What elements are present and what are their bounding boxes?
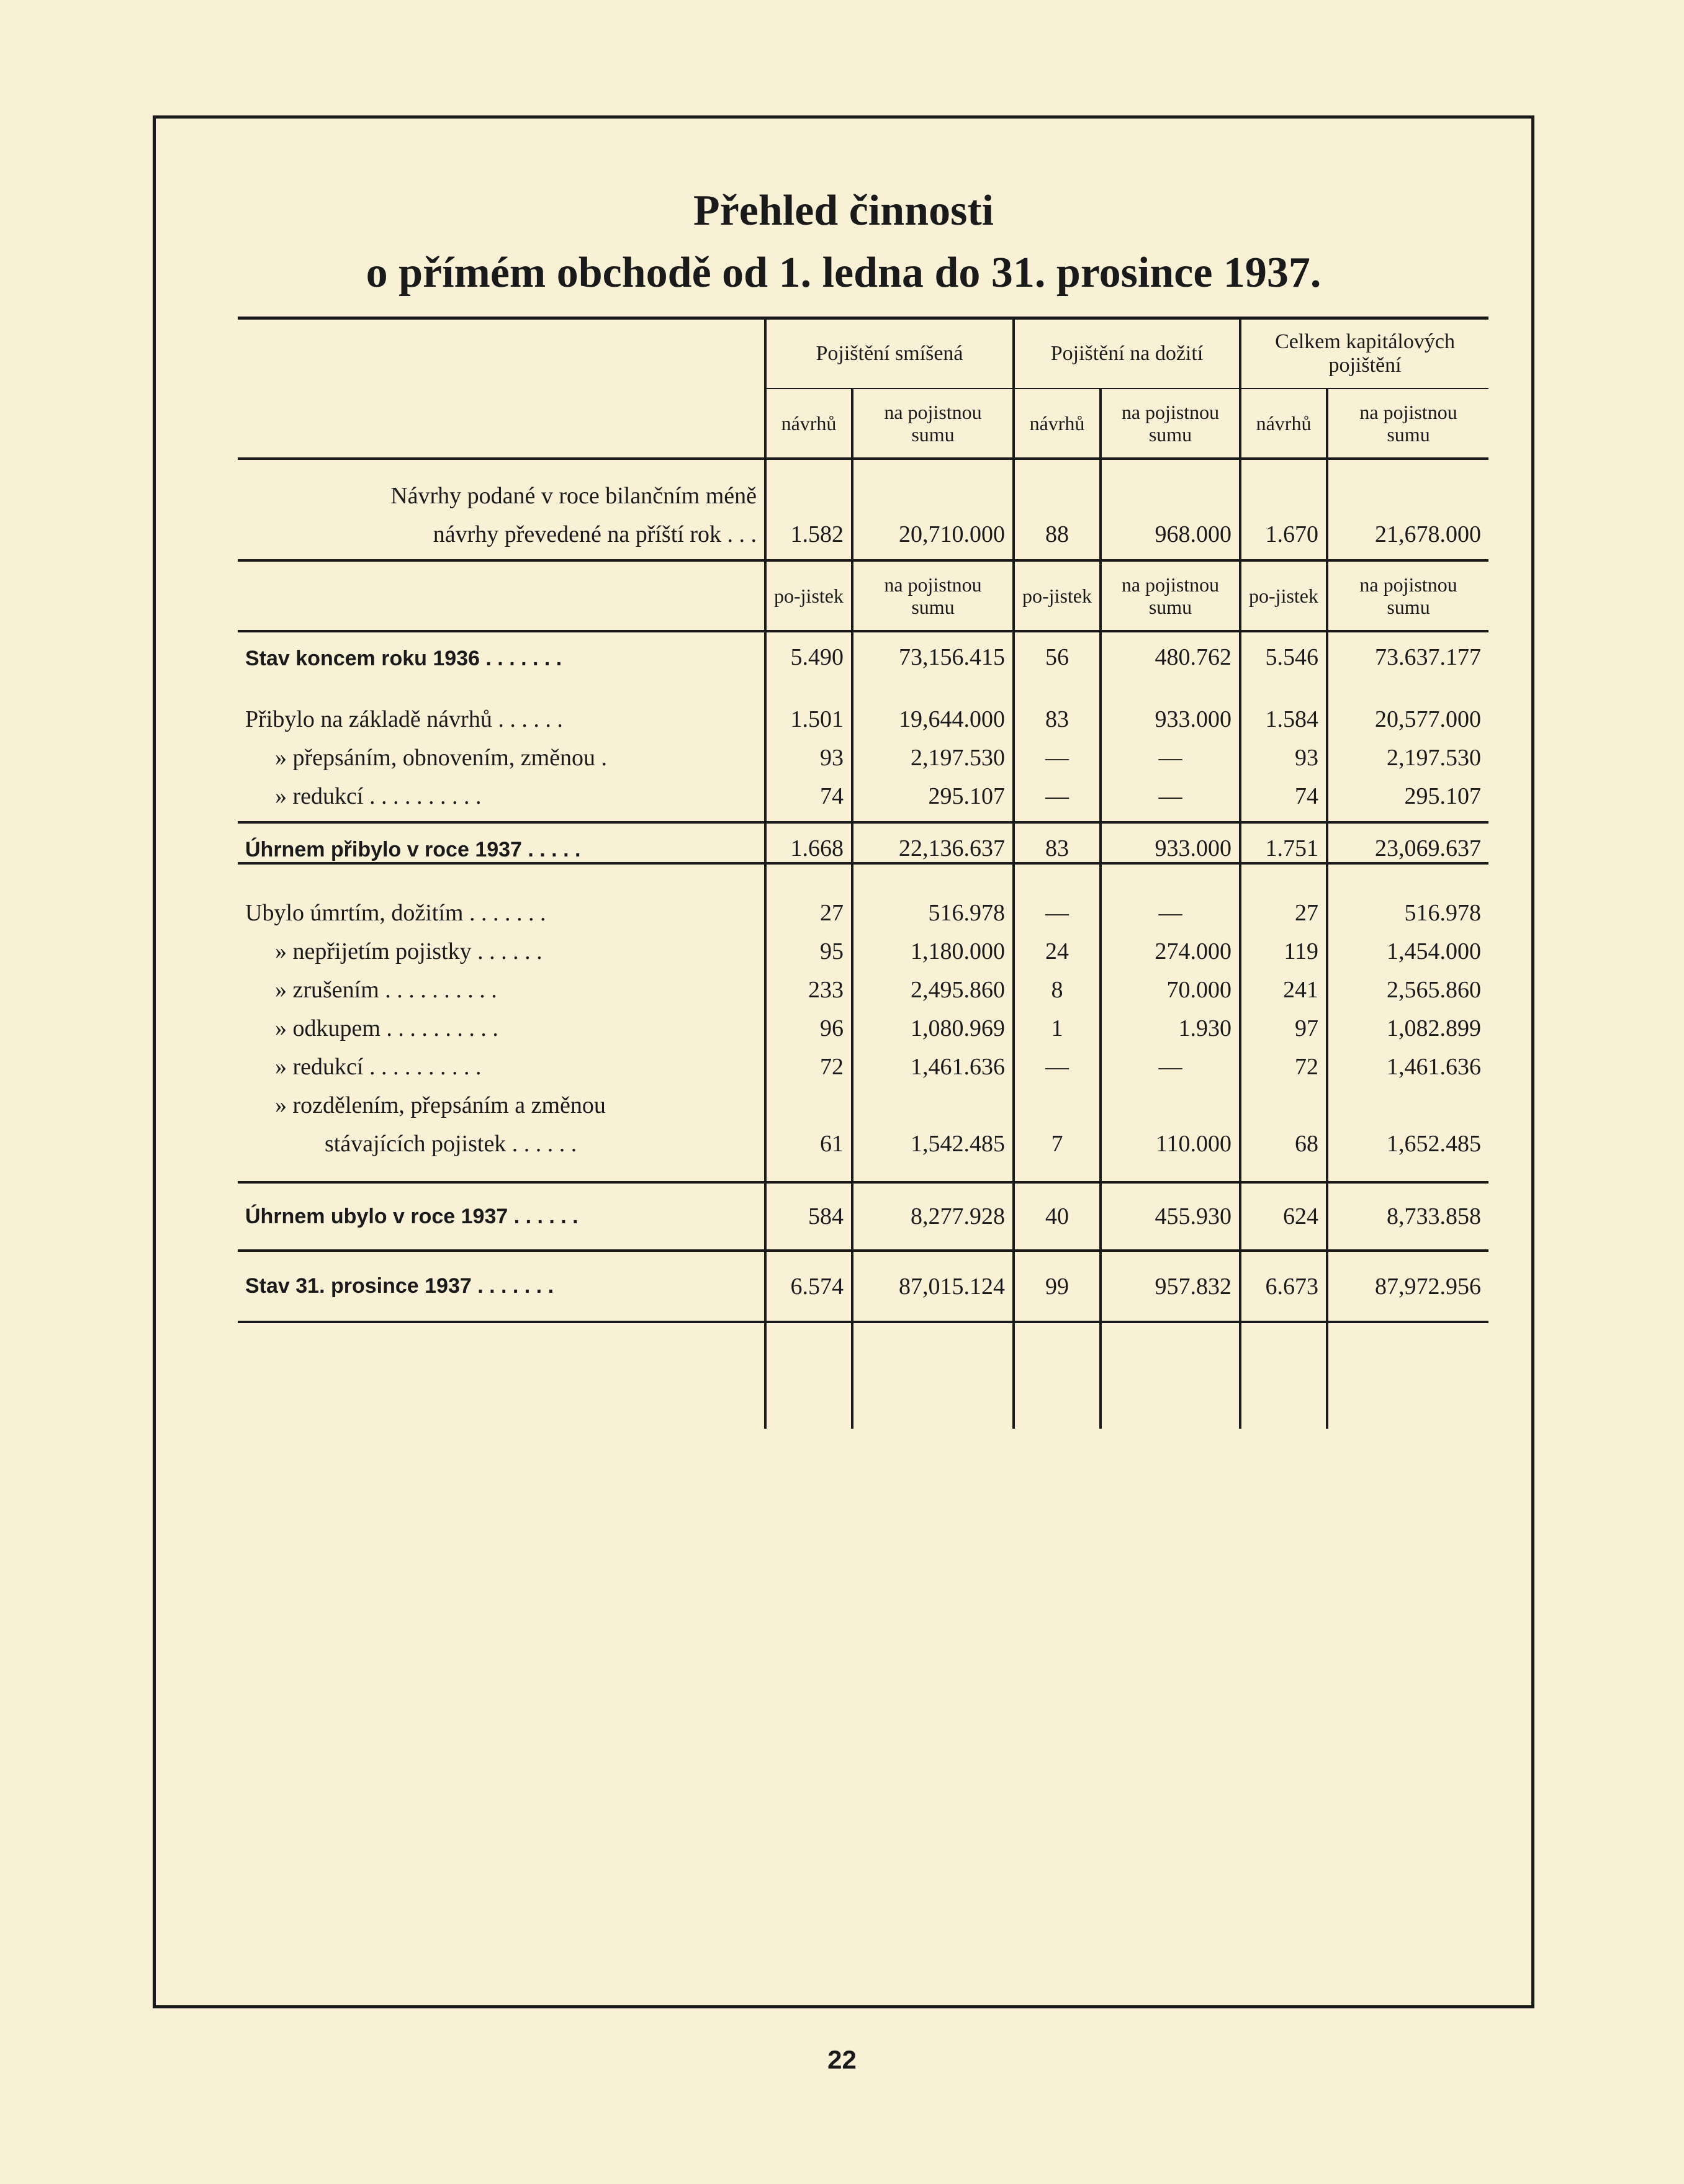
title-line-2: o přímém obchodě od 1. ledna do 31. prosince 1937. bbox=[366, 249, 1322, 297]
group-header-row bbox=[238, 318, 1488, 389]
table-row: Ubylo úmrtím, dožitím . . . . . . . 27 516.978 — — 27 516.978 bbox=[238, 888, 1488, 927]
table-row: » nepřijetím pojistky . . . . . . 95 1,180.000 24 274.000 119 1,454.000 bbox=[238, 927, 1488, 965]
col-header-sum: na pojistnou sumu bbox=[1101, 389, 1240, 459]
col-header-policies: po-jistek bbox=[1240, 560, 1327, 631]
table-row: » zrušením . . . . . . . . . . 233 2,495.860 8 70.000 241 2,565.860 bbox=[238, 965, 1488, 1004]
table-row: Stav koncem roku 1936 . . . . . . . 5.490 73,156.415 56 480.762 5.546 73.637.177 bbox=[238, 631, 1488, 671]
col-header-sum: na pojistnou sumu bbox=[852, 389, 1014, 459]
table-row-total: Úhrnem přibylo v roce 1937 . . . . . 1.668 22,136.637 83 933.000 1.751 23,069.637 bbox=[238, 822, 1488, 863]
page-number: 22 bbox=[827, 2045, 857, 2074]
col-header-sum: na pojistnou sumu bbox=[1327, 560, 1488, 631]
table-row: Přibylo na základě návrhů . . . . . . 1.501 19,644.000 83 933.000 1.584 20,577.000 bbox=[238, 694, 1488, 733]
table-row: » přepsáním, obnovením, změnou . 93 2,197.530 — — 93 2,197.530 bbox=[238, 733, 1488, 771]
table-row: stávajících pojistek . . . . . . 61 1,542.485 7 110.000 68 1,652.485 bbox=[238, 1119, 1488, 1157]
empty-row bbox=[238, 1322, 1488, 1429]
col-header-sum: na pojistnou sumu bbox=[1101, 560, 1240, 631]
col-header-sum: na pojistnou sumu bbox=[1327, 389, 1488, 459]
col-header-count: návrhů bbox=[765, 389, 852, 459]
col-header-count: návrhů bbox=[1240, 389, 1327, 459]
group-header-endowment: Pojištění na dožití bbox=[1014, 318, 1240, 389]
proposals-row: návrhy převedené na příští rok . . . 1.582 20,710.000 88 968.000 1.670 21,678.000 bbox=[238, 510, 1488, 548]
table-row: » redukcí . . . . . . . . . . 72 1,461.636 — — 72 1,461.636 bbox=[238, 1042, 1488, 1081]
page-title bbox=[153, 180, 1534, 304]
col-header-sum: na pojistnou sumu bbox=[852, 560, 1014, 631]
subheader-row-policies bbox=[238, 560, 1488, 631]
col-header-count: návrhů bbox=[1014, 389, 1101, 459]
table-row: » redukcí . . . . . . . . . . 74 295.107 — — 74 295.107 bbox=[238, 771, 1488, 810]
proposals-row-label: Návrhy podané v roce bilančním méně bbox=[238, 471, 1488, 510]
table-row: » odkupem . . . . . . . . . . 96 1,080.969 1 1.930 97 1,082.899 bbox=[238, 1004, 1488, 1042]
table-row-final: Stav 31. prosince 1937 . . . . . . . 6.574 87,015.124 99 957.832 6.673 87,972.956 bbox=[238, 1251, 1488, 1322]
table-row: » rozdělením, přepsáním a změnou bbox=[238, 1081, 1488, 1119]
table-row-total: Úhrnem ubylo v roce 1937 . . . . . . 584 8,277.928 40 455.930 624 8,733.858 bbox=[238, 1182, 1488, 1251]
group-header-total: Celkem kapitálových pojištění bbox=[1240, 318, 1488, 389]
col-header-policies: po-jistek bbox=[1014, 560, 1101, 631]
title-line-1: Přehled činnosti bbox=[693, 187, 994, 235]
group-header-mixed: Pojištění smíšená bbox=[765, 318, 1014, 389]
subheader-row-proposals bbox=[238, 389, 1488, 459]
activity-table bbox=[238, 317, 1488, 1429]
col-header-policies: po-jistek bbox=[765, 560, 852, 631]
